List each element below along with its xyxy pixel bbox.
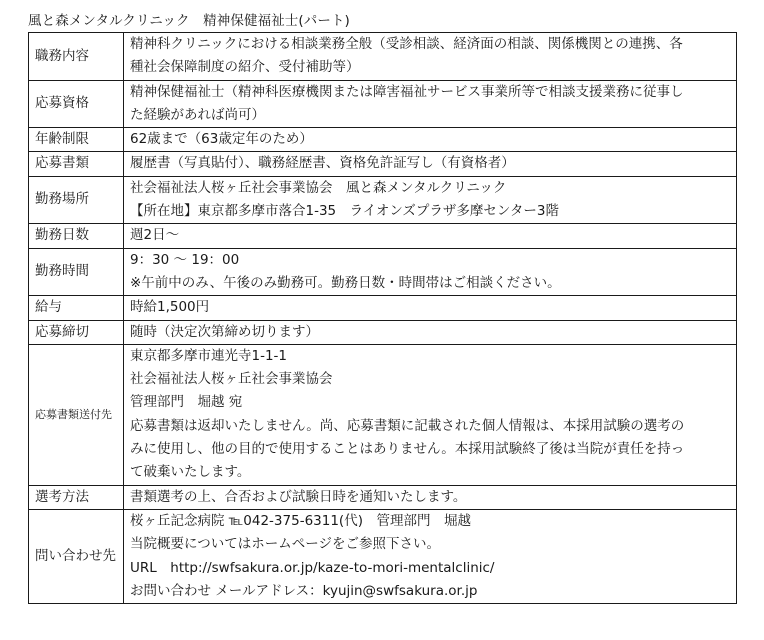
value-line: お問い合わせ メールアドレス：kyujin@swfsakura.or.jp [130,582,478,599]
row-label: 応募書類 [29,152,124,176]
row-value [124,509,737,603]
table-row [29,248,737,296]
row-label: 年齢制限 [29,128,124,152]
table-row [29,320,737,344]
row-value [124,176,737,224]
row-value [124,33,737,81]
value-line: 種社会保障制度の紹介、受付補助等） [130,59,360,76]
value-line: 管理部門 堀越 宛 [130,394,243,411]
row-label: 問い合わせ先 [29,509,124,603]
row-value [124,296,737,320]
value-line: 履歴書（写真貼付）、職務経歴書、資格免許証写し（有資格者） [130,155,515,172]
row-value [124,80,737,128]
value-line: 社会福祉法人桜ヶ丘社会事業協会 風と森メンタルクリニック [130,179,507,196]
value-line: 精神科クリニックにおける相談業務全般（受診相談、経済面の相談、関係機関との連携、各 [130,36,683,52]
value-line: 桜ヶ丘記念病院 ℡042-375-6311(代) 管理部門 堀越 [130,512,471,529]
row-value [124,344,737,485]
value-line: 時給1,500円 [130,299,210,316]
table-row [29,33,737,81]
value-line: 応募書類は返却いたしません。尚、応募書類に記載された個人情報は、本採用試験の選考の [130,417,685,434]
value-line: て破棄いたします。 [130,464,251,481]
row-value [124,320,737,344]
table-row [29,176,737,224]
value-line: た経験があれば尚可） [130,106,265,123]
value-line: 東京都多摩市連光寺1-1-1 [130,347,288,364]
table-row [29,485,737,509]
value-line: 【所在地】東京都多摩市落合1-35 ライオンズプラザ多摩センター3階 [130,203,559,220]
value-line: 精神保健福祉士（精神科医療機関または障害福祉サービス事業所等で相談支援業務に従事し [130,83,684,100]
row-label: 給与 [29,296,124,320]
value-line: 62歳まで（63歳定年のため） [130,131,313,148]
page-title: 風と森メンタルクリニック 精神保健福祉士(パート) [28,13,350,29]
table-row [29,296,737,320]
row-label: 応募締切 [29,320,124,344]
row-label: 職務内容 [29,33,124,81]
row-value [124,128,737,152]
row-value [124,152,737,176]
table-row [29,80,737,128]
row-label: 勤務場所 [29,176,124,224]
table-row [29,344,737,485]
value-line: 社会福祉法人桜ヶ丘社会事業協会 [130,371,333,388]
job-details-table [28,32,737,604]
row-value [124,248,737,296]
row-value [124,224,737,248]
table-row [29,152,737,176]
value-line: URL http://swfsakura.or.jp/kaze-to-mori-mentalclinic/ [130,559,495,576]
value-line: 週2日～ [130,227,180,244]
value-line: 随時（決定次第締め切ります） [130,323,319,340]
row-value [124,485,737,509]
row-label: 選考方法 [29,485,124,509]
row-label: 勤務日数 [29,224,124,248]
table-row [29,128,737,152]
value-line: ※午前中のみ、午後のみ勤務可。勤務日数・時間帯はご相談ください。 [130,274,561,291]
table-row [29,224,737,248]
value-line: 9：30 ～ 19：00 [130,251,240,268]
row-label: 応募書類送付先 [29,344,124,485]
table-row [29,509,737,603]
value-line: 書類選考の上、合否および試験日時を通知いたします。 [130,488,467,505]
row-label: 勤務時間 [29,248,124,296]
value-line: みに使用し、他の目的で使用することはありません。本採用試験終了後は当院が責任を持っ [130,441,685,458]
row-label: 応募資格 [29,80,124,128]
value-line: 当院概要についてはホームページをご参照下さい。 [130,536,440,553]
